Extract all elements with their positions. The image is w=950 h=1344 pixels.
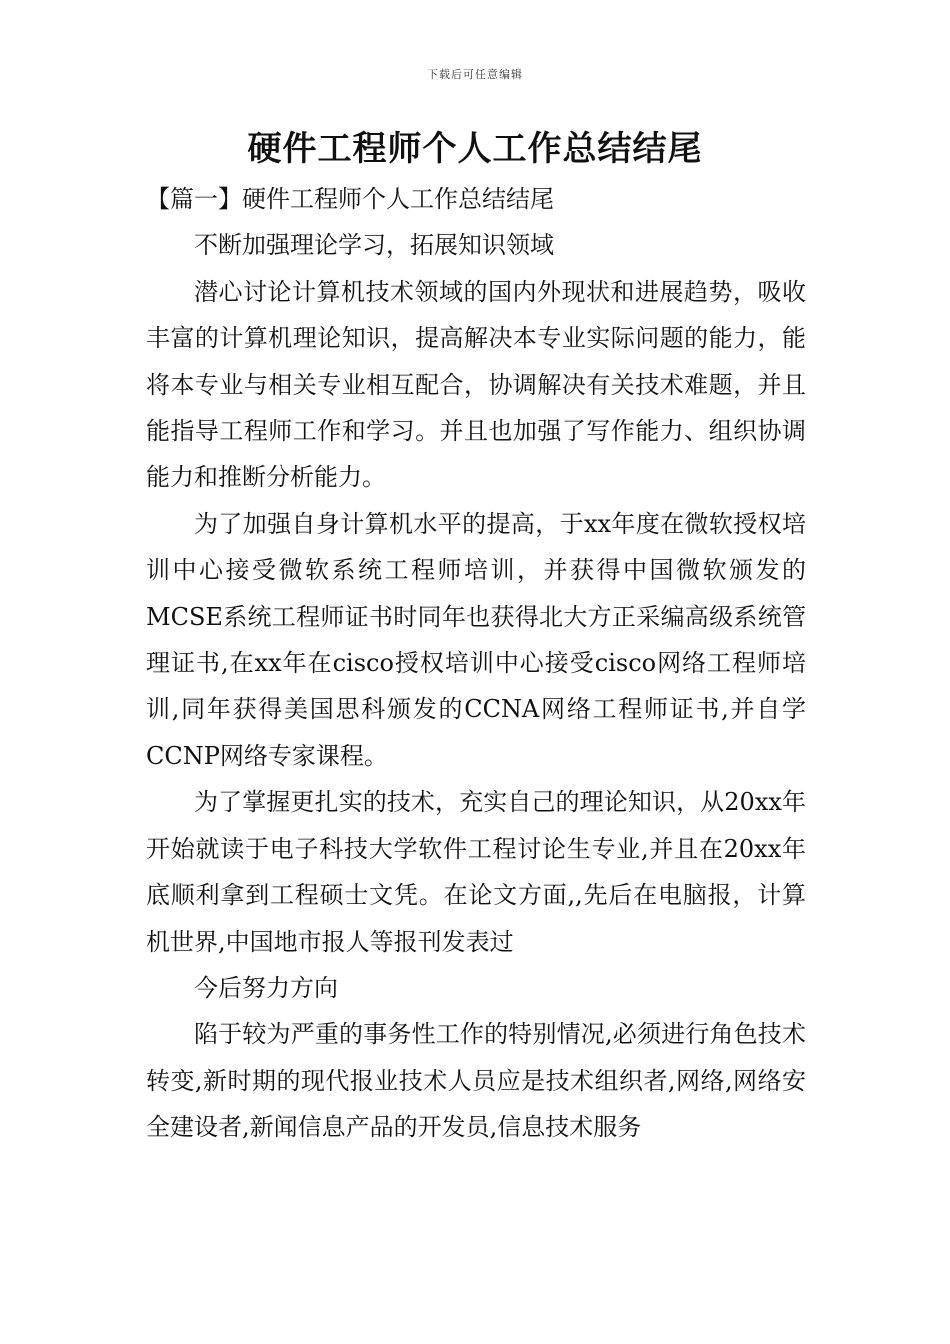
paragraph-research: 潜心讨论计算机技术领域的国内外现状和进展趋势，吸收丰富的计算机理论知识，提高解决本专业实际问题的能力，能将本专业与相关专业相互配合，协调解决有关技术难题，并且能指导工程师工作和学习。并且也加强了写作能力、组织协调能力和推断分析能力。 [146, 277, 806, 492]
subheading-future-direction: 今后努力方向 [194, 973, 338, 1002]
paragraph-certification: 为了加强自身计算机水平的提高，于xx年度在微软授权培训中心接受微软系统工程师培训，并获得中国微软颁发的MCSE系统工程师证书时同年也获得北大方正采编高级系统管理证书,在xx年在cisco授权培训中心接受cisco网络工程师培训,同年获得美国思科颁发的CCNA网络工程师证书,并自学CCNP网络专家课程。 [146, 509, 806, 770]
document-body [146, 176, 806, 1151]
header-note: 下载后可任意编辑 [427, 68, 523, 81]
document-title: 硬件工程师个人工作总结结尾 [247, 129, 703, 169]
paragraph-education: 为了掌握更扎实的技术，充实自己的理论知识，从20xx年开始就读于电子科技大学软件工程讨论生专业,并且在20xx年底顺利拿到工程硕士文凭。在论文方面,,先后在电脑报，计算机世界,中国地市报人等报刊发表过 [146, 788, 806, 956]
subheading-theory-study: 不断加强理论学习，拓展知识领域 [194, 231, 554, 260]
section-label: 【篇一】硬件工程师个人工作总结结尾 [146, 185, 554, 213]
paragraph-role-transition: 陷于较为严重的事务性工作的特别情况,必须进行角色技术转变,新时期的现代报业技术人员应是技术组织者,网络,网络安全建设者,新闻信息产品的开发员,信息技术服务 [146, 1020, 806, 1142]
